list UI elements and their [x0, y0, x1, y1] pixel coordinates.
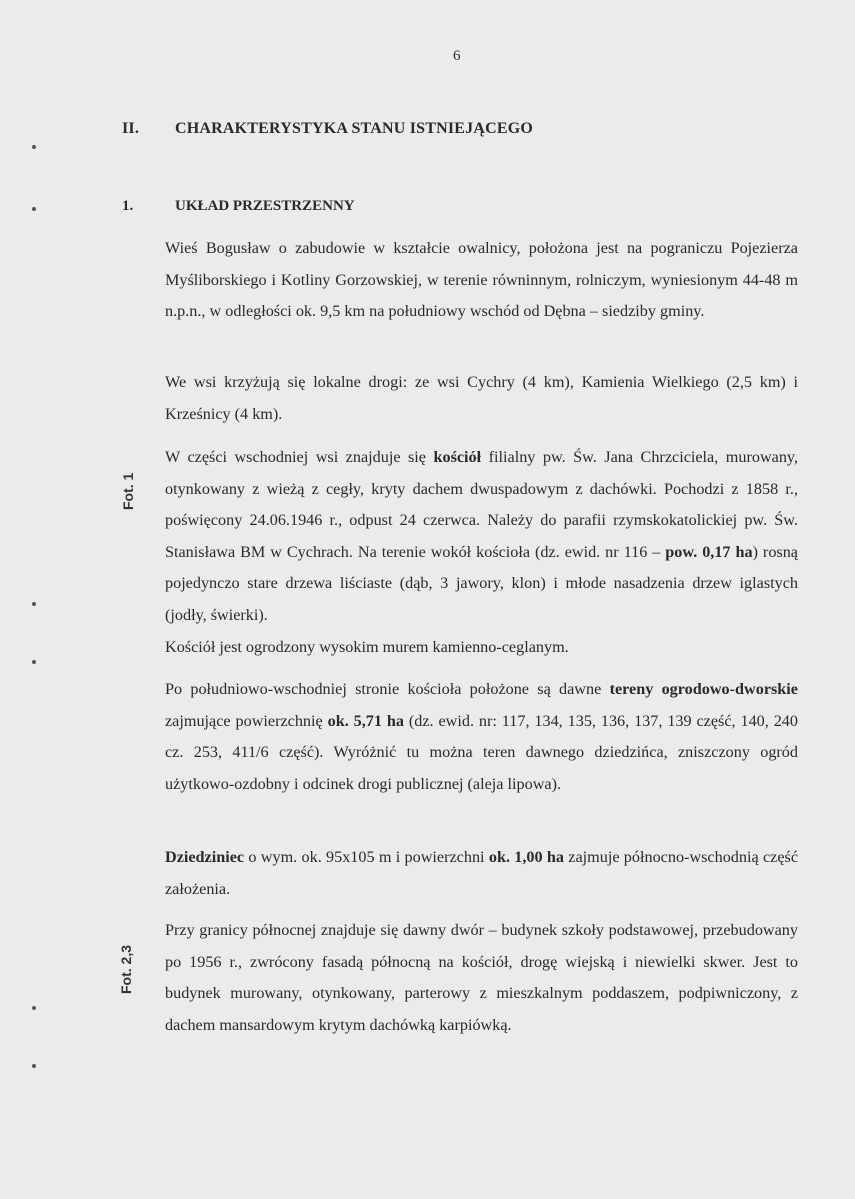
- section-number: II.: [122, 120, 140, 137]
- bold-grounds: tereny ogrodowo-dworskie: [609, 680, 798, 698]
- subsection-title: UKŁAD PRZESTRZENNY: [175, 198, 355, 214]
- margin-dot: [32, 660, 36, 664]
- bold-church: kościół: [433, 448, 482, 466]
- paragraph-roads: We wsi krzyżują się lokalne drogi: ze wsi Cychry (4 km), Kamienia Wielkiego (2,5 km) i Krześnicy (4 km).: [165, 373, 798, 423]
- section-title: CHARAKTERYSTYKA STANU ISTNIEJĄCEGO: [175, 120, 534, 137]
- paragraph-courtyard: Dziedziniec o wym. ok. 95x105 m i powierzchni ok. 1,00 ha zajmuje północno-wschodnią część założenia.: [165, 848, 799, 898]
- margin-dot: [32, 1064, 36, 1068]
- bold-courtyard: Dziedziniec: [165, 848, 245, 866]
- margin-dot: [32, 1006, 36, 1010]
- paragraph-grounds: Po południowo-wschodniej stronie kościoła położone są dawne tereny ogrodowo-dworskie zajmujące powierzchnię ok. 5,71 ha (dz. ewid. nr: 117, 134, 135, 136, 137, 139 część, 140, 240 cz. 253, 411/6 część). Wyróżnić tu można teren dawnego dziedzińca, zniszczony ogród użytkowo-ozdobny i odcinek drogi publicznej (aleja lipowa).: [165, 680, 798, 793]
- page-number: 6: [453, 48, 461, 64]
- side-label-fot1: Fot. 1: [120, 472, 136, 510]
- bold-area-grounds: ok. 5,71 ha: [327, 711, 404, 730]
- margin-dot: [32, 602, 36, 606]
- margin-dot: [32, 207, 36, 211]
- paragraph-wall: Kościół jest ogrodzony wysokim murem kamienno-ceglanym.: [165, 638, 569, 656]
- margin-dot: [32, 145, 36, 149]
- bold-area-courtyard: ok. 1,00 ha: [488, 848, 564, 866]
- side-label-fot23: Fot. 2,3: [118, 944, 134, 994]
- paragraph-manor: Przy granicy północnej znajduje się dawny dwór – budynek szkoły podstawowej, przebudowany po 1956 r., zwrócony fasadą północną na kościół, drogę wiejską i niewielki skwer. Jest to budynek murowany, otynkowany, parterowy z mieszkalnym poddaszem, podpiwniczony, z dachem mansardowym krytym dachówką karpiówką.: [165, 921, 798, 1034]
- paragraph-location: Wieś Bogusław o zabudowie w kształcie owalnicy, położona jest na pograniczu Pojezierza Myśliborskiego i Kotliny Gorzowskiej, w terenie równinnym, rolniczym, wyniesionym 44-48 m n.p.n., w odległości ok. 9,5 km na południowy wschód od Dębna – siedziby gminy.: [165, 239, 798, 320]
- bold-area-church: pow. 0,17 ha: [665, 542, 753, 561]
- subsection-number: 1.: [122, 198, 134, 214]
- paragraph-church: W części wschodniej wsi znajduje się kościół filialny pw. Św. Jana Chrzciciela, murowany, otynkowany z wieżą z cegły, kryty dachem dwuspadowym z dachówki. Pochodzi z 1858 r., poświęcony 24.06.1946 r., odpust 24 czerwca. Należy do parafii rzymskokatolickiej pw. Św. Stanisława BM w Cychrach. Na terenie wokół kościoła (dz. ewid. nr 116 – pow. 0,17 ha) rosną pojedynczo stare drzewa liściaste (dąb, 3 jawory, klon) i młode nasadzenia drzew iglastych (jodły, świerki).: [165, 448, 798, 624]
